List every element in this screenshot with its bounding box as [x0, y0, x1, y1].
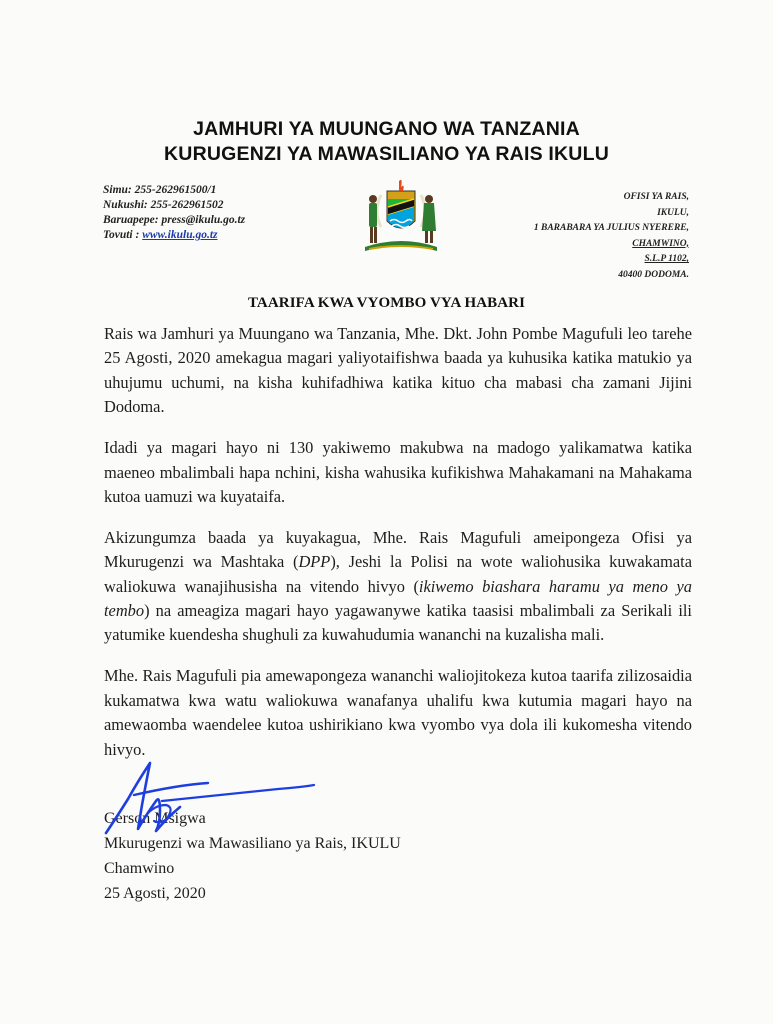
- address-line: OFISI YA RAIS,: [623, 192, 689, 202]
- website-line: [103, 228, 245, 243]
- address-line: 1 BARABARA YA JULIUS NYERERE,: [533, 223, 689, 233]
- text-span: Akizungumza baada ya kuyakagua, Mhe. Rais Magufuli ameipongeza Ofisi ya Mkurugenzi wa Mashtaka (: [104, 527, 692, 572]
- fax-line: Nukushi: 255-262961502: [103, 199, 224, 211]
- italic-span: DPP: [298, 552, 331, 572]
- email-line: Baruapepe: press@ikulu.go.tz: [103, 214, 246, 226]
- body-paragraph: Rais wa Jamhuri ya Muungano wa Tanzania, Mhe. Dkt. John Pombe Magufuli leo tarehe 25 Agosti, 2020 amekagua magari yaliyotaifishwa baada ya kuhusika katika matukio ya uhujumu uchumi, na kisha kuhifadhiwa katika kituo cha mabasi cha zamani Jijini Dodoma.: [104, 324, 692, 417]
- text-span: ), Jeshi la Polisi na wote waliohusika kuwakamata waliokuwa wanajihusisha na vitendo hivyo (: [104, 552, 692, 596]
- phone-line: Simu: 255-262961500/1: [103, 184, 217, 196]
- address-line: CHAMWINO,: [632, 238, 689, 249]
- text-span: ) na ameagiza magari hayo yagawanywe katika taasisi mbalimbali za Serikali ili yatumike kuendesha shughuli za kuwahudumia wananchi na kuzalisha mali.: [104, 601, 692, 645]
- tanzania-coat-of-arms-icon: [359, 177, 443, 255]
- letterhead-subtitle: KURUGENZI YA MAWASILIANO YA RAIS IKULU: [164, 143, 609, 165]
- address-line: IKULU,: [657, 207, 689, 218]
- website-link[interactable]: www.ikulu.go.tz: [142, 229, 218, 241]
- body-paragraph: Idadi ya magari hayo ni 130 yakiwemo makubwa na madogo yalikamatwa katika maeneo mbalimbali hapa nchini, kisha wahusika kufikishwa Mahakamani na Mahakama kutoa uamuzi wa kuyataifa.: [104, 438, 692, 506]
- body-paragraph: Mhe. Rais Magufuli pia amewapongeza wananchi waliojitokeza kutoa taarifa zilizosaidia kukamatwa kwa watu waliokuwa wanafanya uhalifu kwa kutumia magari hayo na amewaomba waendelee kutoa ushirikiano kwa vyombo vya dola ili kukomesha vitendo hivyo.: [104, 666, 692, 759]
- body-paragraph: [104, 526, 692, 648]
- contact-block: [103, 183, 245, 243]
- document-heading: TAARIFA KWA VYOMBO VYA HABARI: [247, 295, 526, 311]
- release-body: [104, 322, 692, 779]
- signatory-position: Mkurugenzi wa Mawasiliano ya Rais, IKULU: [104, 835, 401, 852]
- address-block: [534, 190, 689, 283]
- letterhead-title: JAMHURI YA MUUNGANO WA TANZANIA: [193, 118, 580, 140]
- italic-span: ikiwemo biashara haramu ya meno ya tembo: [104, 576, 692, 621]
- website-label: Tovuti :: [103, 229, 143, 241]
- handwritten-signature-icon: [98, 755, 318, 835]
- release-date: 25 Agosti, 2020: [104, 885, 206, 902]
- signatory-place: Chamwino: [104, 860, 175, 877]
- address-line: 40400 DODOMA.: [618, 269, 689, 280]
- signatory-name: Gerson Msigwa: [104, 810, 206, 827]
- address-line: S.L.P 1102,: [644, 254, 689, 264]
